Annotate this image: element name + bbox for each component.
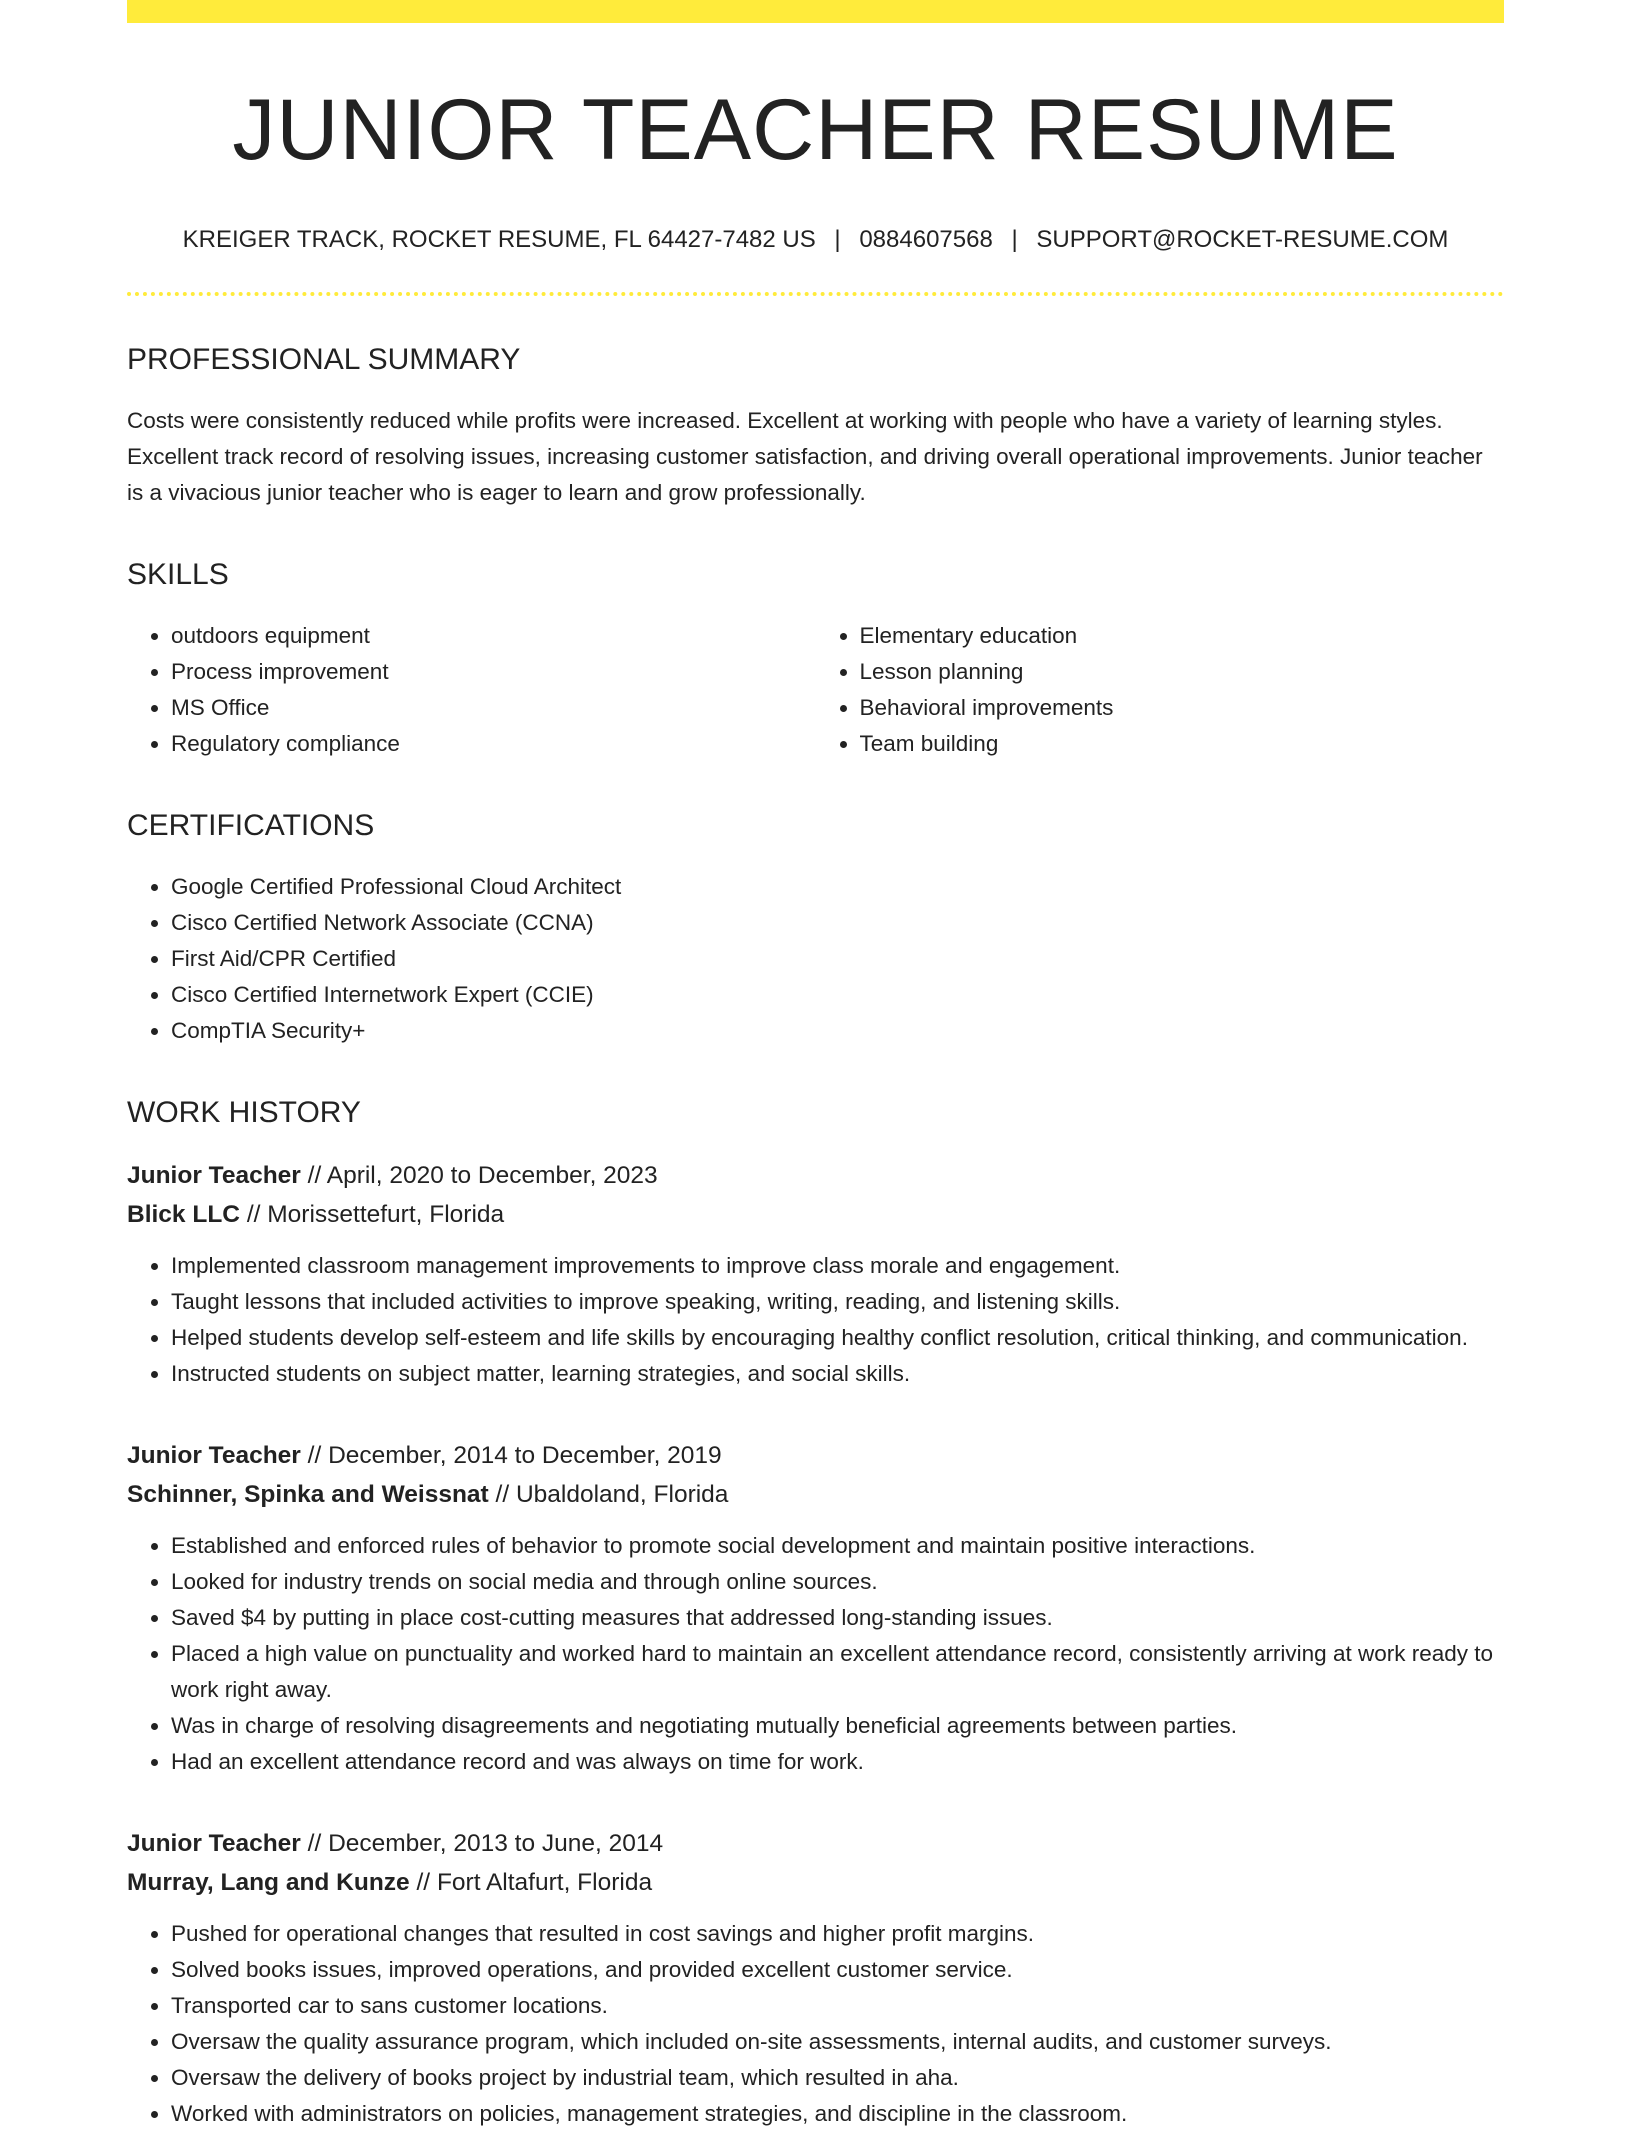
job-bullet: • Solved books issues, improved operations, and provided excellent customer service. <box>171 1952 1504 1988</box>
skill-item: • MS Office <box>171 690 816 726</box>
job-dates: December, 2013 to June, 2014 <box>328 1829 664 1857</box>
job-bullet: • Pushed for operational changes that resulted in cost savings and higher profit margins. <box>171 1916 1504 1952</box>
certification-item: • CompTIA Security+ <box>171 1013 1504 1049</box>
contact-email: SUPPORT@ROCKET-RESUME.COM <box>1036 225 1449 253</box>
job-company: Murray, Lang and Kunze <box>127 1868 410 1896</box>
certification-item: • Cisco Certified Internetwork Expert (CCIE) <box>171 977 1504 1013</box>
job-location: Morissettefurt, Florida <box>267 1200 505 1228</box>
job-entry <box>127 1436 1504 1780</box>
job-company: Schinner, Spinka and Weissnat <box>127 1480 489 1508</box>
job-bullet: • Helped students develop self-esteem and life skills by encouraging healthy conflict resolution, critical thinking, and communication. <box>171 1320 1504 1356</box>
certification-item: • Cisco Certified Network Associate (CCNA) <box>171 905 1504 941</box>
section-title-summary: PROFESSIONAL SUMMARY <box>127 342 521 376</box>
contact-phone: 0884607568 <box>859 225 993 253</box>
job-bullet: • Had an excellent attendance record and was always on time for work. <box>171 1744 1504 1780</box>
skill-item: • Process improvement <box>171 654 816 690</box>
job-separator: // <box>307 1829 322 1857</box>
job-bullet: • Saved $4 by putting in place cost-cutting measures that addressed long-standing issues. <box>171 1600 1504 1636</box>
skill-item: • Behavioral improvements <box>860 690 1505 726</box>
job-role: Junior Teacher <box>127 1161 301 1189</box>
job-bullet: • Worked with administrators on policies, management strategies, and discipline in the classroom. <box>171 2096 1504 2132</box>
job-bullet: • Taught lessons that included activities to improve speaking, writing, reading, and listening skills. <box>171 1284 1504 1320</box>
certification-item: • First Aid/CPR Certified <box>171 941 1504 977</box>
skill-item: • outdoors equipment <box>171 618 816 654</box>
job-bullet: • Oversaw the quality assurance program, which included on-site assessments, internal audits, and customer surveys. <box>171 2024 1504 2060</box>
job-separator: // <box>495 1480 510 1508</box>
certification-item: • Google Certified Professional Cloud Architect <box>171 869 1504 905</box>
job-separator: // <box>416 1868 431 1896</box>
resume-page <box>127 0 1504 2132</box>
job-bullet: • Instructed students on subject matter, learning strategies, and social skills. <box>171 1356 1504 1392</box>
skills-list-right <box>816 618 1505 762</box>
skill-item: • Regulatory compliance <box>171 726 816 762</box>
job-separator: // <box>246 1200 261 1228</box>
job-bullet: • Was in charge of resolving disagreements and negotiating mutually beneficial agreements between parties. <box>171 1708 1504 1744</box>
job-company-line <box>127 1475 1504 1514</box>
job-company: Blick LLC <box>127 1200 240 1228</box>
job-company-line <box>127 1195 1504 1234</box>
job-separator: // <box>307 1441 322 1469</box>
skill-item: • Lesson planning <box>860 654 1505 690</box>
job-bullets <box>127 1916 1504 2132</box>
section-title-work-history: WORK HISTORY <box>127 1095 361 1129</box>
job-entry <box>127 1156 1504 1392</box>
section-title-skills: SKILLS <box>127 557 229 591</box>
job-bullet: • Oversaw the delivery of books project by industrial team, which resulted in aha. <box>171 2060 1504 2096</box>
job-role-line <box>127 1824 1504 1863</box>
job-role: Junior Teacher <box>127 1441 301 1469</box>
job-separator: // <box>307 1161 322 1189</box>
contact-separator: | <box>1011 225 1018 253</box>
job-dates: December, 2014 to December, 2019 <box>328 1441 722 1469</box>
skill-item: • Elementary education <box>860 618 1505 654</box>
job-bullet: • Transported car to sans customer locations. <box>171 1988 1504 2024</box>
job-bullet: • Implemented classroom management improvements to improve class morale and engagement. <box>171 1248 1504 1284</box>
contact-line <box>127 226 1504 254</box>
section-title-certifications: CERTIFICATIONS <box>127 808 375 842</box>
accent-bar <box>127 0 1504 23</box>
contact-address: KREIGER TRACK, ROCKET RESUME, FL 64427-7482 US <box>182 225 816 253</box>
job-role-line <box>127 1436 1504 1475</box>
skills-list-left <box>127 618 816 762</box>
job-bullet: • Placed a high value on punctuality and worked hard to maintain an excellent attendance record, consistently arriving at work ready to work right away. <box>171 1636 1504 1708</box>
summary-text: Costs were consistently reduced while profits were increased. Excellent at working with people who have a variety of learning styles. Excellent track record of resolving issues, increasing customer satisfaction, and driving overall operational improvements. Junior teacher is a vivacious junior teacher who is eager to learn and grow professionally. <box>127 407 1483 505</box>
job-role-line <box>127 1156 1504 1195</box>
job-bullet: • Established and enforced rules of behavior to promote social development and maintain positive interactions. <box>171 1528 1504 1564</box>
certifications-section <box>127 808 1504 1049</box>
certifications-list <box>127 869 1504 1049</box>
job-bullets <box>127 1248 1504 1392</box>
contact-separator: | <box>834 225 841 253</box>
header-divider <box>127 292 1504 296</box>
job-role: Junior Teacher <box>127 1829 301 1857</box>
job-company-line <box>127 1863 1504 1902</box>
job-dates: April, 2020 to December, 2023 <box>326 1161 658 1189</box>
resume-title: JUNIOR TEACHER RESUME <box>232 82 1399 178</box>
job-location: Ubaldoland, Florida <box>515 1480 729 1508</box>
job-bullet: • Looked for industry trends on social media and through online sources. <box>171 1564 1504 1600</box>
job-entry <box>127 1824 1504 2132</box>
job-bullets <box>127 1528 1504 1780</box>
skill-item: • Team building <box>860 726 1505 762</box>
skills-section <box>127 557 1504 762</box>
job-location: Fort Altafurt, Florida <box>436 1868 653 1896</box>
summary-section <box>127 342 1504 511</box>
work-history-section <box>127 1095 1504 2132</box>
skills-grid <box>127 618 1504 762</box>
